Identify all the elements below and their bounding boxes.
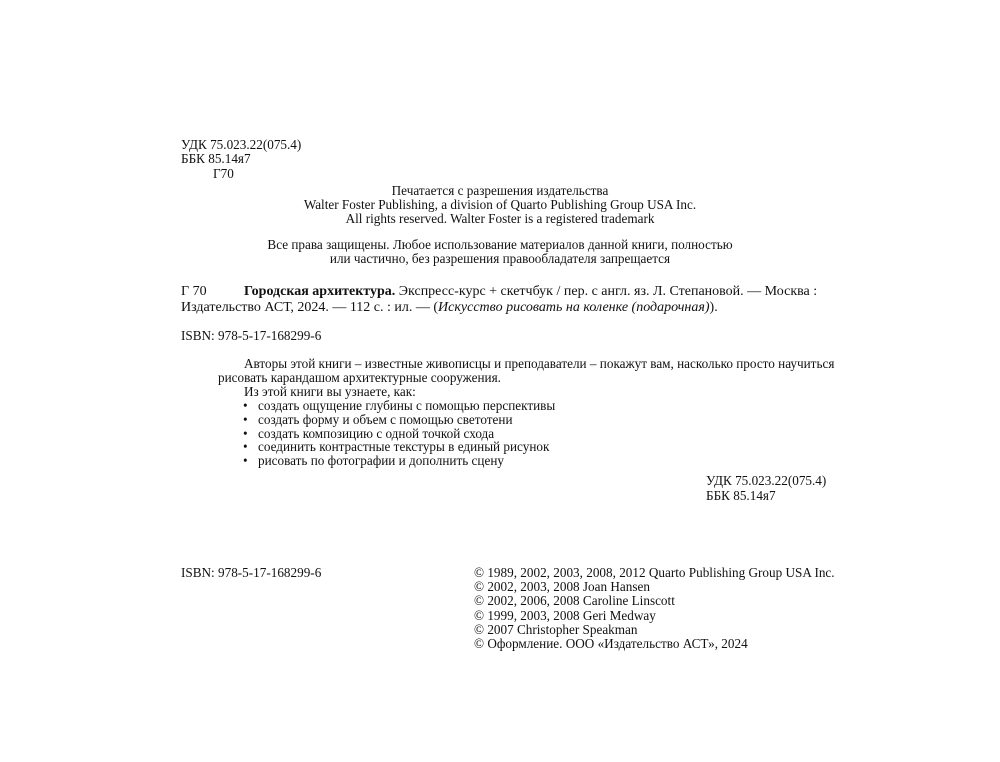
series-name: Искусство рисовать на коленке (подарочная) bbox=[438, 300, 710, 315]
isbn-top: ISBN: 978-5-17-168299-6 bbox=[181, 328, 322, 343]
bbk-code-bottom: ББК 85.14я7 bbox=[706, 488, 776, 503]
bibliographic-end: ). bbox=[709, 300, 718, 315]
isbn-bottom: ISBN: 978-5-17-168299-6 bbox=[181, 565, 322, 580]
list-item: • создать ощущение глубины с помощью перспективы bbox=[243, 398, 556, 413]
permission-notice bbox=[260, 184, 740, 226]
bibliographic-line-1 bbox=[244, 285, 817, 299]
bullet-icon: • bbox=[243, 425, 248, 441]
publisher-info: Издательство АСТ, 2024. — 112 с. : ил. — ( bbox=[181, 300, 439, 315]
permission-line: All rights reserved. Walter Foster is a registered trademark bbox=[345, 211, 655, 226]
copyright-line: © 1989, 2002, 2003, 2008, 2012 Quarto Publishing Group USA Inc. bbox=[474, 565, 835, 580]
bibliographic-line-2 bbox=[181, 301, 718, 315]
annotation-line: Авторы этой книги – известные живописцы и преподаватели – покажут вам, насколько просто научиться bbox=[244, 356, 835, 371]
list-item: • соединить контрастные текстуры в единый рисунок bbox=[243, 439, 550, 455]
list-item: • создать форму и объем с помощью светотени bbox=[243, 411, 513, 427]
copyright-line: © 1999, 2003, 2008 Geri Medway bbox=[474, 607, 656, 623]
bbk-code-top: ББК 85.14я7 bbox=[181, 151, 251, 166]
copyright-line: © 2002, 2006, 2008 Caroline Linscott bbox=[474, 593, 675, 609]
list-item: • создать композицию с одной точкой схода bbox=[243, 425, 495, 441]
rights-line: Все права защищены. Любое использование материалов данной книги, полностью bbox=[267, 237, 733, 252]
bibliographic-details: Экспресс-курс + скетчбук / пер. с англ. яз. Л. Степановой. — Москва : bbox=[395, 284, 818, 299]
bullet-icon: • bbox=[243, 411, 248, 427]
bullet-icon: • bbox=[243, 453, 248, 469]
permission-line: Печатается с разрешения издательства bbox=[391, 183, 609, 198]
copyright-line: © 2002, 2003, 2008 Joan Hansen bbox=[474, 579, 650, 595]
copyright-line: © Оформление. ООО «Издательство АСТ», 2024 bbox=[474, 636, 748, 652]
annotation bbox=[218, 357, 834, 399]
udk-code-bottom: УДК 75.023.22(075.4) bbox=[706, 473, 827, 488]
rights-notice bbox=[220, 238, 780, 266]
copyright-line: © 2007 Christopher Speakman bbox=[474, 621, 638, 637]
annotation-line: Из этой книги вы узнаете, как: bbox=[244, 384, 416, 399]
annotation-bullet-list bbox=[243, 399, 555, 468]
book-title: Городская архитектура. bbox=[244, 284, 396, 299]
udk-code-top: УДК 75.023.22(075.4) bbox=[181, 137, 302, 152]
bibliographic-author-mark: Г 70 bbox=[181, 284, 207, 299]
permission-line: Walter Foster Publishing, a division of Quarto Publishing Group USA Inc. bbox=[303, 197, 697, 212]
annotation-line: рисовать карандашом архитектурные сооружения. bbox=[218, 370, 501, 385]
copyright-list bbox=[474, 566, 835, 651]
author-mark-top: Г70 bbox=[213, 166, 234, 181]
list-item: • рисовать по фотографии и дополнить сцену bbox=[243, 453, 504, 469]
bullet-icon: • bbox=[243, 398, 248, 413]
rights-line: или частично, без разрешения правообладателя запрещается bbox=[329, 251, 671, 266]
bullet-icon: • bbox=[243, 439, 248, 455]
